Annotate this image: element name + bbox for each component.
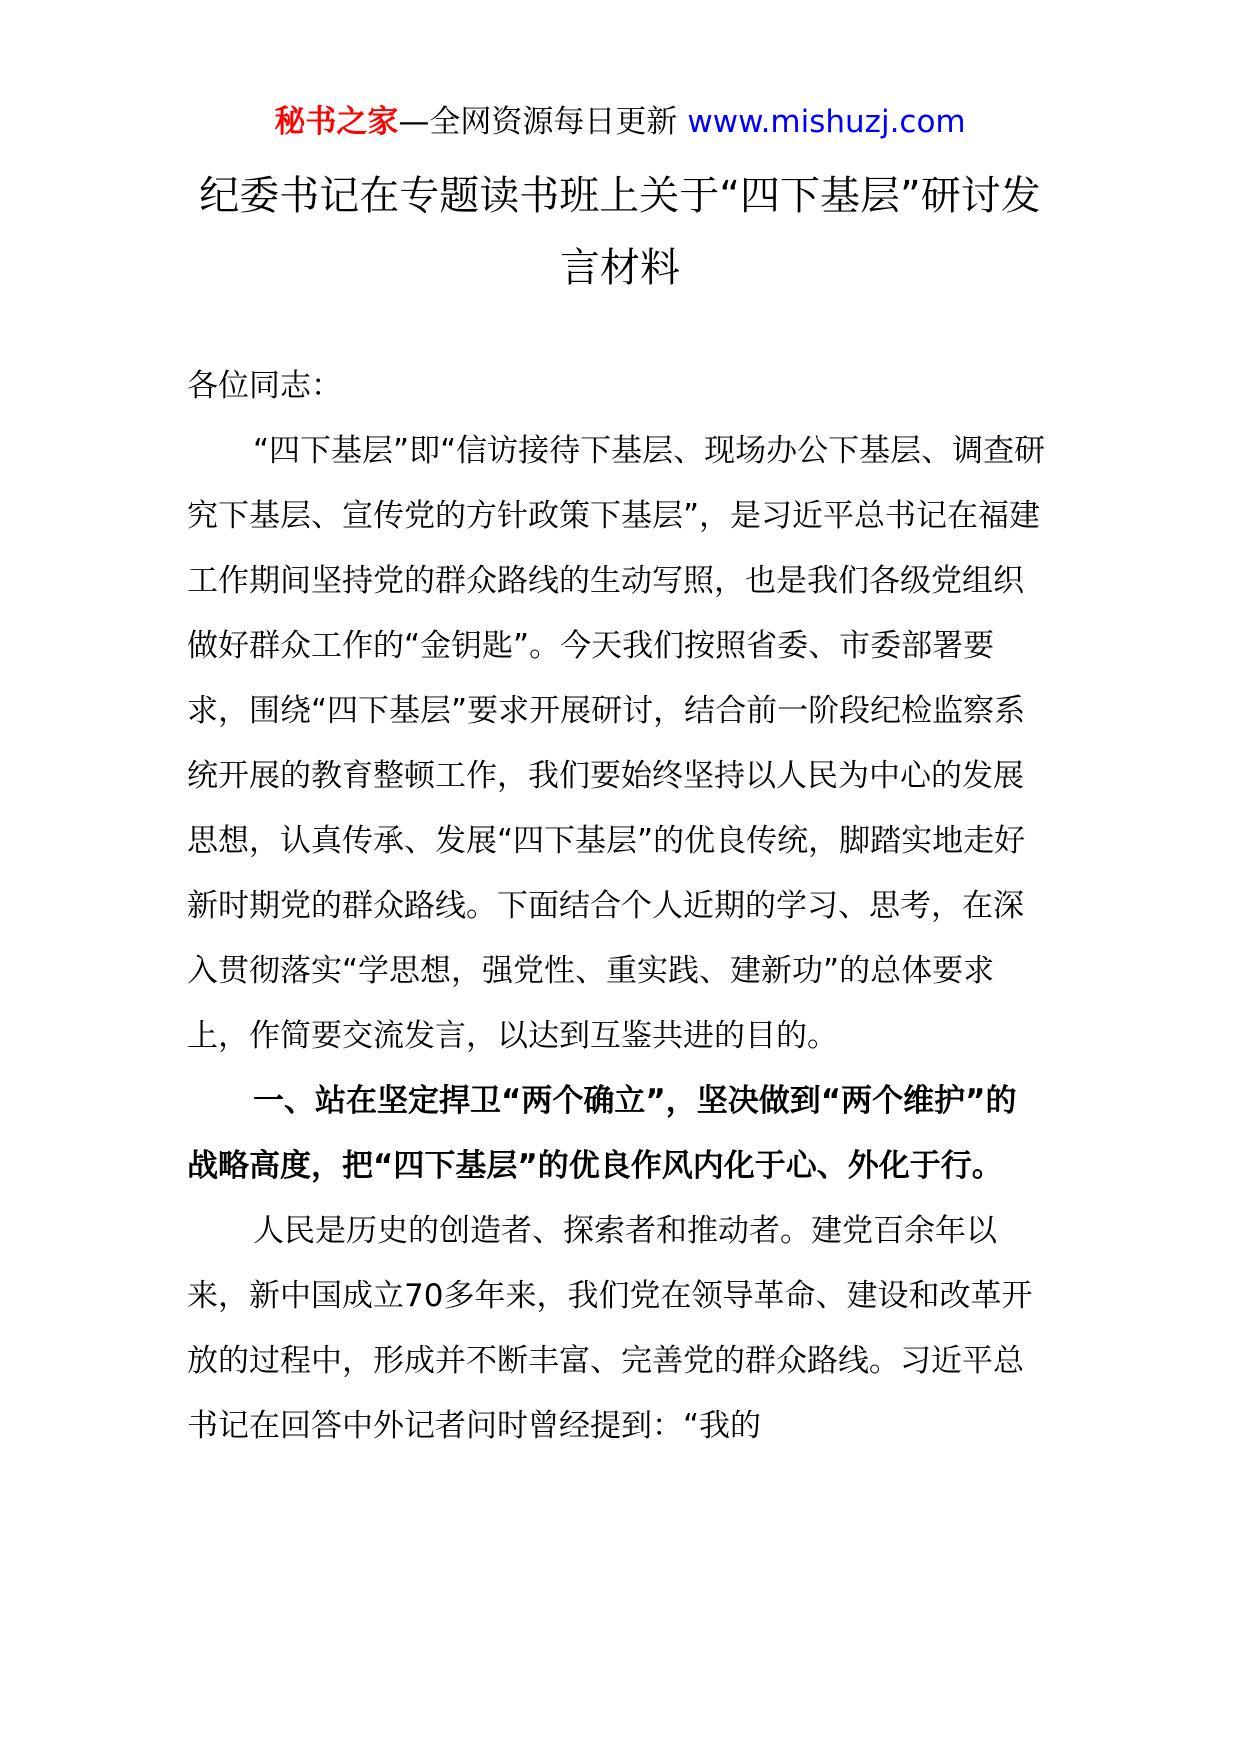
section-paragraph: 人民是历史的创造者、探索者和推动者。建党百余年以来，新中国成立70多年来，我们党在领导革命、建设和改革开放的过程中，形成并不断丰富、完善党的群众路线。习近平总书记在回答中外记者问时曾经提到：“我的 [187, 1213, 1033, 1444]
document-body [187, 354, 1047, 1459]
header-tagline: —全网资源每日更新 [398, 104, 678, 140]
intro-paragraph: “四下基层”即“信访接待下基层、现场办公下基层、调查研究下基层、宣传党的方针政策下基层”，是习近平总书记在福建工作期间坚持党的群众路线的生动写照，也是我们各级党组织做好群众工作的“金钥匙”。今天我们按照省委、市委部署要求，围绕“四下基层”要求开展研讨，结合前一阶段纪检监察系统开展的教育整顿工作，我们要始终坚持以人民为中心的发展思想，认真传承、发展“四下基层”的优良传统，脚踏实地走好新时期党的群众路线。下面结合个人近期的学习、思考，在深入贯彻落实“学思想，强党性、重实践、建新功”的总体要求上，作简要交流发言，以达到互鉴共进的目的。 [187, 433, 1046, 1054]
salutation: 各位同志： [187, 368, 342, 404]
site-url-link[interactable]: www.mishuzj.com [687, 104, 966, 140]
site-header [0, 100, 1240, 144]
section-heading: 一、站在坚定捍卫“两个确立”，坚决做到“两个维护”的战略高度，把“四下基层”的优良作风内化于心、外化于行。 [187, 1083, 1017, 1184]
brand-name: 秘书之家 [274, 104, 399, 140]
document-title: 纪委书记在专题读书班上关于“四下基层”研讨发言材料 [199, 173, 1041, 291]
